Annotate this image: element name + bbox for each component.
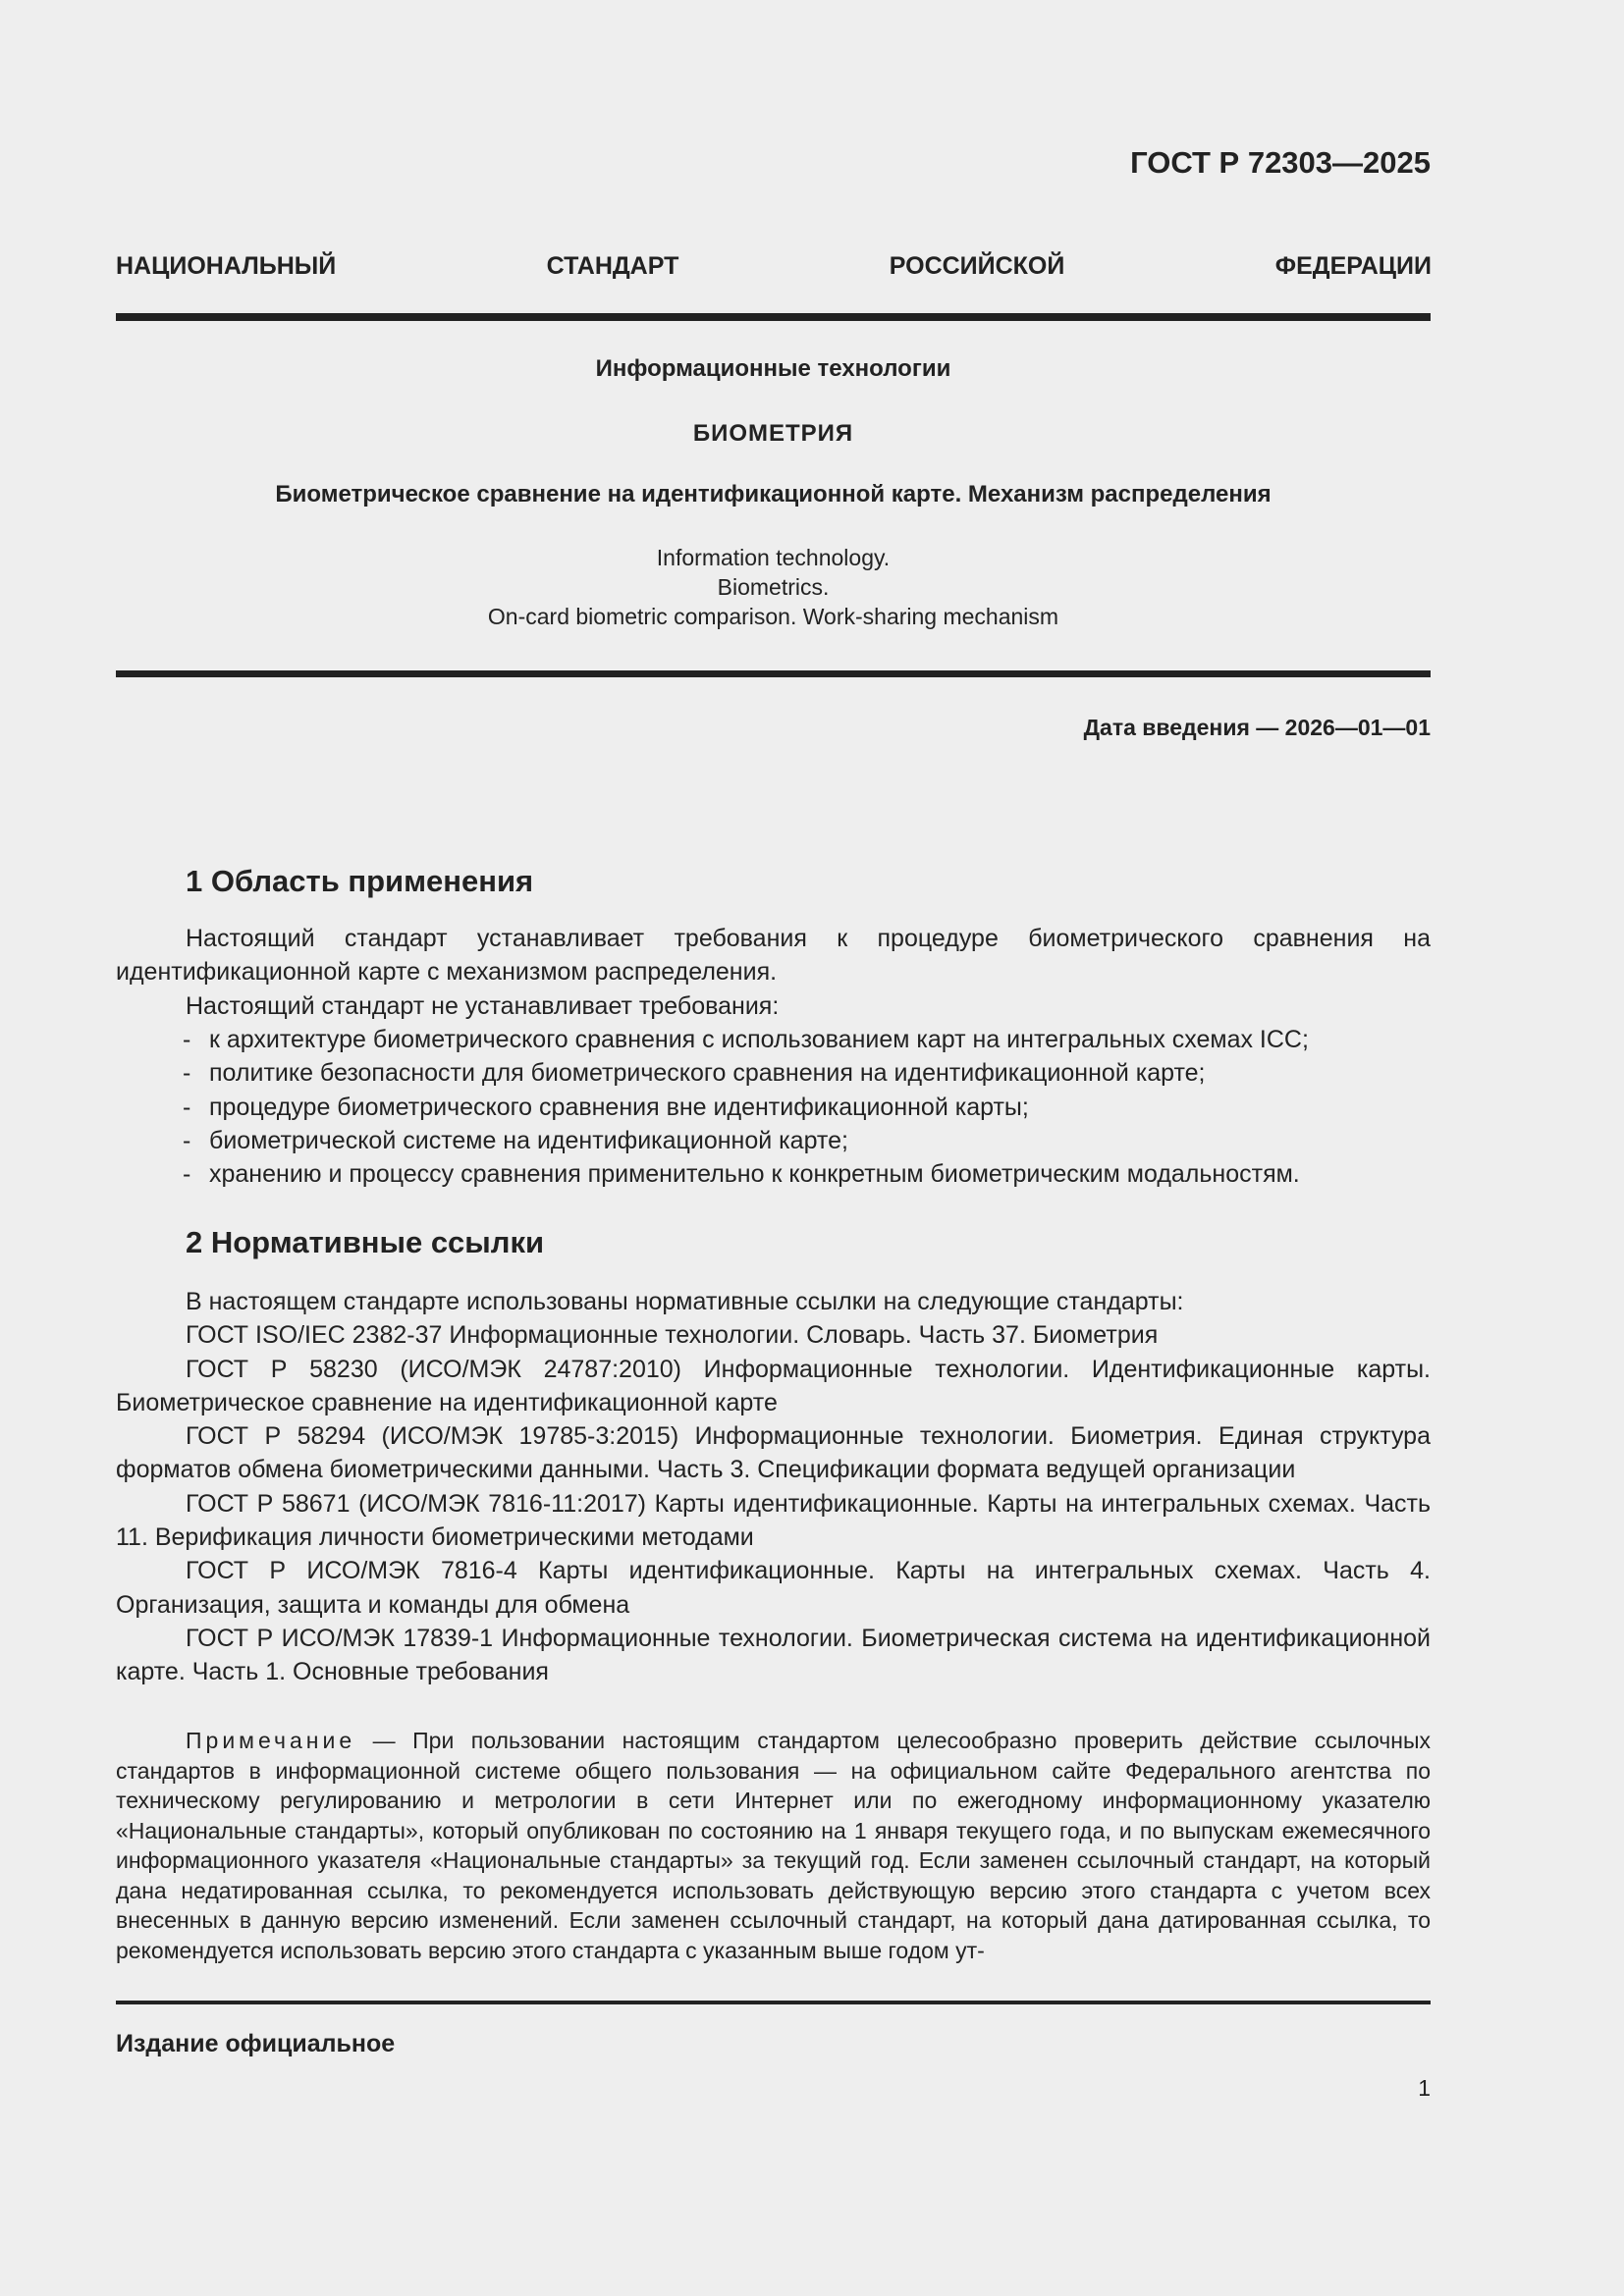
english-title-line-2: Biometrics. [717, 574, 830, 600]
section-2-paragraph-1: В настоящем стандарте использованы нормативные ссылки на следующие стандарты: [186, 1288, 1184, 1315]
normative-reference: ГОСТ Р 58671 (ИСО/МЭК 7816-11:2017) Карты идентификационные. Карты на интегральных схемах. Часть 11. Верификация личности биометрическими методами [116, 1489, 1431, 1552]
note-label: Примечание [186, 1728, 356, 1753]
section-1-heading: 1 Область применения [186, 864, 534, 898]
list-item: - политике безопасности для биометрического сравнения на идентификационной карте; [183, 1056, 1431, 1090]
section-2-body [116, 1285, 1431, 1689]
title-divider [116, 670, 1431, 677]
section-1-paragraph-1: Настоящий стандарт устанавливает требования к процедуре биометрического сравнения на идентификационной карте с механизмом распределения. [116, 925, 1431, 987]
note-paragraph [116, 1726, 1431, 1965]
page-number: 1 [1418, 2075, 1431, 2101]
list-item: - процедуре биометрического сравнения вне идентификационной карты; [183, 1091, 1431, 1124]
section-1-body [116, 922, 1431, 1023]
footer-divider [116, 2001, 1431, 2004]
national-standard-banner: НАЦИОНАЛЬНЫЙ СТАНДАРТ РОССИЙСКОЙ ФЕДЕРАЦИИ [116, 252, 1432, 280]
list-item: - хранению и процессу сравнения применительно к конкретным биометрическим модальностям. [183, 1157, 1431, 1191]
section-2-heading: 2 Нормативные ссылки [186, 1225, 545, 1259]
header-divider [116, 313, 1431, 321]
document-number: ГОСТ Р 72303—2025 [1130, 145, 1431, 180]
exclusions-list [183, 1023, 1431, 1191]
title-line-3: Биометрическое сравнение на идентификационной карте. Механизм распределения [275, 481, 1272, 507]
normative-reference: ГОСТ ISO/IEC 2382-37 Информационные технологии. Словарь. Часть 37. Биометрия [186, 1321, 1159, 1350]
normative-reference: ГОСТ Р ИСО/МЭК 7816-4 Карты идентификационные. Карты на интегральных схемах. Часть 4. Организация, защита и команды для обмена [116, 1557, 1431, 1619]
normative-reference: ГОСТ Р ИСО/МЭК 17839-1 Информационные технологии. Биометрическая система на идентификационной карте. Часть 1. Основные требования [116, 1624, 1431, 1686]
normative-reference: ГОСТ Р 58294 (ИСО/МЭК 19785-3:2015) Информационные технологии. Биометрия. Единая структура форматов обмена биометрическими данными. Часть 3. Спецификации формата ведущей организации [116, 1422, 1431, 1484]
note-block [116, 1726, 1431, 1965]
english-title-line-1: Information technology. [656, 545, 891, 570]
introduction-date: Дата введения — 2026—01—01 [1083, 715, 1431, 740]
normative-reference: ГОСТ Р 58230 (ИСО/МЭК 24787:2010) Информационные технологии. Идентификационные карты. Биометрическое сравнение на идентификационной карте [116, 1355, 1431, 1416]
english-title-line-3: On-card biometric comparison. Work-sharing mechanism [487, 604, 1059, 629]
title-line-1: Информационные технологии [595, 355, 951, 382]
list-item: - к архитектуре биометрического сравнения с использованием карт на интегральных схемах ICC; [183, 1023, 1431, 1056]
title-line-2: БИОМЕТРИЯ [692, 420, 854, 447]
official-edition-label: Издание официальное [116, 2030, 396, 2057]
note-text: — При пользовании настоящим стандартом целесообразно проверить действие ссылочных стандартов в информационной системе общего пользования — на официальном сайте Федерального агентства по техническому регулированию и метрологии в сети Интернет или по ежегодному информационному указателю «Национальные стандарты», который опубликован по состоянию на 1 января текущего года, и по выпускам ежемесячного информационного указателя «Национальные стандарты» за текущий год. Если заменен ссылочный стандарт, на который дана недатированная ссылка, то рекомендуется использовать действующую версию этого стандарта с учетом всех внесенных в данную версию изменений. Если заменен ссылочный стандарт, на который дана датированная ссылка, то рекомендуется использовать версию этого стандарта с указанным выше годом ут- [116, 1728, 1431, 1963]
list-item: - биометрической системе на идентификационной карте; [183, 1124, 1431, 1157]
section-1-paragraph-2: Настоящий стандарт не устанавливает требования: [186, 991, 780, 1020]
